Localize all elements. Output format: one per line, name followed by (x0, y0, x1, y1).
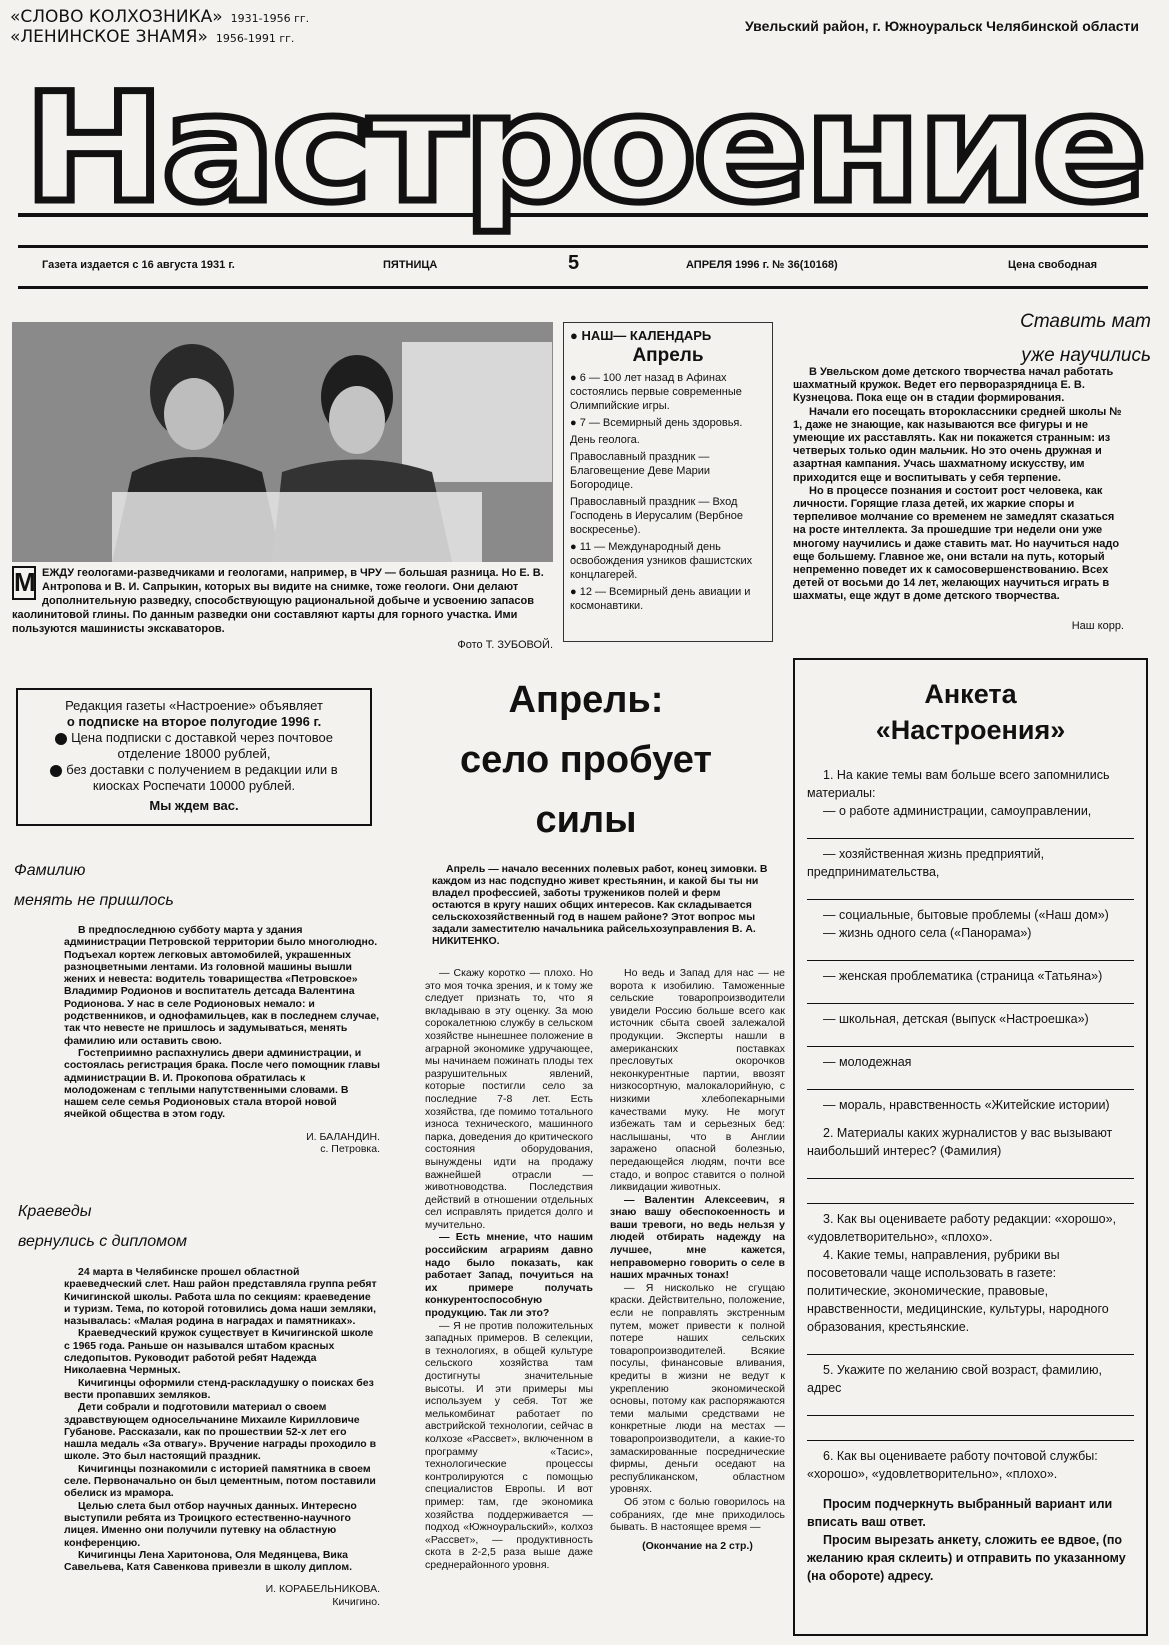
answer-line[interactable] (807, 1422, 1134, 1441)
prev-title-2: «ЛЕНИНСКОЕ ЗНАМЯ» (10, 27, 208, 47)
calendar-title: ● НАШ— КАЛЕНДАРЬ (570, 328, 712, 343)
survey-option: — о работе администрации, самоуправлении, (823, 804, 1092, 818)
previous-titles (10, 8, 309, 48)
masthead-text: Настроение (23, 62, 1143, 236)
kicker-line: Краеведы (18, 1203, 92, 1220)
calendar-item: Православный праздник — Благовещение Деве Марии Богородице. (570, 451, 711, 491)
survey-option: — социальные, бытовые проблемы («Наш дом») (823, 908, 1109, 922)
paragraph: — Я не против положительных западных примеров. В селекции, в технологиях, в общей культуре сельского хозяйства там достигнуты значительные высоты. И эти примеры мы используем у себя. Тот же мелькомбинат работает по австрийской технологии, сейчас в колхозе «Рассвет», включенном в программу «Тасис», технологические процессы контролируются с помощью специалистов Европы. И вот пример: там, где экономика хозяйства поддерживается — подход «Южноуральский», колхоз «Рассвет», — продуктивность скота в 2-2,5 раза выше даже среднерайонного уровня. (425, 1319, 593, 1571)
prev-years-2: 1956-1991 гг. (215, 32, 295, 45)
survey-option: — мораль, нравственность «Житейские истории) (823, 1098, 1110, 1112)
answer-line[interactable] (807, 1160, 1134, 1179)
paragraph: Кичигинцы познакомили с историей памятника в своем селе. Первоначально он был цементным, потом поставили обелиск из мрамора. (64, 1462, 376, 1500)
paragraph: Целью слета был отбор научных данных. Интересно выступили ребята из Троицкого естественно-научного лицея. Именно они получили путевку на областную конференцию. (64, 1499, 357, 1549)
author-signature: И. КОРАБЕЛЬНИКОВА. (265, 1583, 380, 1596)
paragraph: 24 марта в Челябинске прошел областной краеведческий слет. Наш район представляла группа ребят Кичигинской школы. Работа шла по секциям: краеведение и туризм. Тема, по которой готовились дома наши земляки, называлась: «Малая родина в наградах и памятниках». (64, 1266, 377, 1328)
kicker-line: менять не пришлось (14, 892, 174, 909)
main-column-2 (610, 967, 785, 1552)
answer-line[interactable] (807, 1397, 1134, 1416)
main-headline (392, 670, 780, 850)
survey-subtitle: «Настроения» (875, 715, 1066, 745)
dropcap: М (12, 566, 36, 600)
paragraph: Об этом с болью говорилось на собраниях, где мне приходилось бывать. В настоящее время — (610, 1495, 785, 1534)
issue-date-number: АПРЕЛЯ 1996 г. № 36(10168) (686, 259, 838, 271)
answer-line[interactable] (807, 985, 1134, 1004)
familiya-article (64, 924, 380, 1155)
main-column-1 (425, 967, 593, 1572)
paragraph: Кичигинцы Лена Харитонова, Оля Медянцева, Вика Савельева, Катя Савенкова привезли в школу диплом. (64, 1548, 353, 1574)
survey-instruction: Просим вырезать анкету, сложить ее вдвое, (по желанию края склеить) и отправить по указанному (на обороте) адресу. (807, 1533, 1126, 1583)
calendar-item: ● 7 — Всемирный день здоровья. (570, 417, 743, 429)
paragraph: Гостеприимно распахнулись двери администрации, и состоялась регистрация брака. После чего помощник главы администрации В. И. Прокопова обратилась к молодоженам с теплыми напутственными словами. В нашем селе семья Родионовых стала второй новой ячейкой общества в этом году. (64, 1046, 381, 1121)
survey-option: — женская проблематика (страница «Татьяна») (823, 969, 1103, 983)
chess-article (793, 366, 1123, 604)
answer-line[interactable] (807, 1336, 1134, 1355)
founded-note: Газета издается с 16 августа 1931 г. (42, 259, 235, 271)
caption-text: ЕЖДУ геологами-разведчиками и геологами, например, в ЧРУ — большая разница. Но Е. В. Антропова и В. И. Сапрыкин, которых вы видите на снимке, тоже геологи. Они делают дополнительную разведку, способствующую рациональной добыче и усвоению запасов каолинитовой глины. По данным разведки они составляют карты для горного участка. Ими пользуются машинисты экскаваторов. (12, 567, 544, 635)
author-place: Кичигино. (332, 1595, 380, 1608)
answer-line[interactable] (807, 881, 1134, 900)
headline-line: силы (535, 799, 637, 841)
chess-signature: Наш корр. (1071, 620, 1124, 632)
calendar-month: Апрель (632, 345, 704, 366)
kicker-line: вернулись с дипломом (18, 1233, 187, 1250)
survey-question: 3. Как вы оцениваете работу редакции: «хорошо», «удовлетворительно», «плохо». (807, 1212, 1117, 1244)
subs-line: Мы ждем вас. (149, 798, 239, 813)
chess-headline-1: Ставить мат (1020, 311, 1151, 332)
author-signature: И. БАЛАНДИН. (306, 1130, 380, 1143)
masthead-logo (18, 50, 1148, 240)
chess-headline-2: уже научились (1021, 345, 1151, 366)
kraevedy-article (64, 1266, 380, 1608)
paragraph: Начали его посещать второклассники средней школы № 1, даже не знающие, как называются все фигуры и не умеющие их расставлять. Как ни покажется странным: из четверых только один мальчик. Но это очень дружная и азартная кампания. Учась шахматному искусству, им приходится еще и воспитывать у себя терпение. (793, 405, 1122, 484)
familiya-headline (14, 856, 174, 916)
survey-option: — жизнь одного села («Панорама») (823, 926, 1032, 940)
answer-line[interactable] (807, 1185, 1134, 1204)
calendar-item: ● 6 — 100 лет назад в Афинах состоялись первые современные Олимпийские игры. (570, 372, 742, 412)
geologists-photo (12, 322, 553, 562)
paragraph: — Я нисколько не сгущаю краски. Действительно, положение, если не поправлять экстренным путем, может привести к полной потере наших сельских товаропроизводителей. Всякие посулы, финансовые вливания, кредиты в жизни не ведут к укреплению экономической основы, потому как распоряжаются теми малыми средствами не конкретные люди на местах — товаропроизводители, а какие-то замаскированные посреднические фирмы, деньги оседают на республиканском, областном уровнях. (610, 1281, 785, 1496)
weekday: ПЯТНИЦА (383, 259, 438, 271)
survey-question: 2. Материалы каких журналистов у вас вызывают наибольший интерес? (Фамилия) (807, 1126, 1113, 1158)
headline-line: Апрель: (508, 679, 664, 721)
paragraph: — Валентин Алексеевич, я знаю вашу обеспокоенность и ваши тревоги, но ведь нельзя у людей отбирать надежду на лучшее, мне кажется, неправомерно говорить о селе в наших мрачных тонах! (610, 1193, 785, 1282)
paragraph: Кичигинцы оформили стенд-раскладушку о поисках без вести пропавших земляков. (64, 1376, 374, 1401)
paragraph: В Увельском доме детского творчества начал работать шахматный кружок. Ведет его перворазрядница Е. В. Кузнецова. Пока еще он в стадии формирования. (793, 366, 1114, 405)
calendar-item: Православный праздник — Вход Господень в Иерусалим (Вербное воскресенье). (570, 496, 744, 536)
subs-line: о подписке на второе полугодие 1996 г. (66, 714, 322, 729)
author-place: с. Петровка. (320, 1143, 380, 1156)
kicker-line: Фамилию (14, 862, 86, 879)
survey-question: 4. Какие темы, направления, рубрики вы посоветовали чаще использовать в газете: политические, экономические, правовые, нравственности, медицинские, культуры, народного образования, крестьянские. (807, 1248, 1109, 1334)
paragraph: Но ведь и Запад для нас — не ворота к изобилию. Таможенные сельские товаропроизводители увидели Россию больше всего как источник сбыта своей залежалой продукции. Эксперты нашли в американских поставках пресловутых окорочков неконкурентные партии, ввозят низкосортную, малокалорийную, с низкими хлебопекарными качествами муку. Не могут избежать там и серьезных бед: наслышаны, что в Англии заражено опасной болезнью, передающейся людям, почти все стадо, и вопрос ставится о полной ликвидации животных. (610, 967, 785, 1194)
survey-option: — школьная, детская (выпуск «Настроешка») (823, 1012, 1089, 1026)
subs-line: Редакция газеты «Настроение» объявляет (65, 698, 323, 713)
survey-instruction: Просим подчеркнуть выбранный вариант или вписать ваш ответ. (807, 1497, 1113, 1529)
survey-question: 6. Как вы оцениваете работу почтовой службы: «хорошо», «удовлетворительно», «плохо». (807, 1449, 1098, 1481)
photo-caption (12, 566, 553, 652)
survey-question: 1. На какие темы вам больше всего запомнились материалы: (807, 768, 1110, 800)
survey-option: — молодежная (823, 1055, 912, 1069)
paragraph: — Скажу коротко — плохо. Но это моя точка зрения, и к тому же следует признать то, что я вкладываю в эту оценку. За мою сорокалетнюю службу в сельском хозяйстве нынешнее положение в аграрной экономике удручающее, мы начинаем пожинать плоды тех разрушительных явлений, которые постигли село за последние 7-8 лет. Есть хозяйства, где помимо тотального износа технического, машинного парка, доведения до критического состояния оборудования, вынуждены идти на продажу важнейшей отрасли — животноводства. Последствия действий в отношении отдельных сел исправлять придется долго и мучительно. (425, 967, 593, 1231)
subs-line: без доставки с получением в редакции или в киосках Роспечати 10000 рублей. (66, 762, 338, 793)
calendar-box (563, 322, 773, 642)
region-line: Увельский район, г. Южноуральск Челябинской области (744, 18, 1139, 34)
calendar-item: ● 11 — Международный день освобождения узников фашистских концлагерей. (570, 541, 753, 581)
prev-years-1: 1931-1956 гг. (230, 12, 310, 25)
photo-credit: Фото Т. ЗУБОВОЙ. (457, 639, 553, 651)
paragraph: В предпоследнюю субботу марта у здания администрации Петровской территории было многолюдно. Подъехал кортеж легковых автомобилей, украшенных разноцветными лентами. Из головной машины вышли жених и невеста: водитель товарищества «Петровское» Владимир Родионов и воспитатель детсада Валентина Родионова. У нас в селе Родионовых немало: и родственников, и однофамильцев, как в последнем случае, так что невесте не пришлось и задумываться, менять фамилию или оставить свою. (64, 924, 380, 1047)
price-note: Цена свободная (1008, 259, 1098, 271)
bullet-icon (50, 765, 62, 777)
paragraph: Краеведческий кружок существует в Кичигинской школе с 1965 года. Раньше он назывался штабом красных следопытов. Руководит работой ребят Надежда Николаевна Чермных. (64, 1327, 374, 1377)
paragraph: — Есть мнение, что нашим российским аграриям давно надо было показать, как работает Запад, почуиться на их примере получать конкурентоспособную продукцию. Так ли это? (425, 1231, 593, 1320)
kraevedy-headline (18, 1197, 187, 1257)
headline-line: село пробует (460, 739, 712, 781)
answer-line[interactable] (807, 820, 1134, 839)
bullet-icon (55, 733, 67, 745)
paragraph: Но в процессе познания и состоит рост человека, как личности. Горящие глаза детей, их жаркие споры и терпеливое молчание со временем не замедлят сказаться на росте интеллекта. За прошедшие три недели они уже многому научились и даже ставить мат. Но научиться надо еще большему. Главное же, они встали на путь, который непременно поведет их к самосовершенствованию. Всех детей от восьми до 14 лет, желающих научиться играть в шахматы, еще ждут в доме детского творчества. (793, 484, 1120, 603)
chess-headline (1020, 305, 1151, 373)
calendar-item: День геолога. (570, 434, 640, 446)
survey-option: — хозяйственная жизнь предприятий, предпринимательства, (807, 847, 1045, 879)
survey-question: 5. Укажите по желанию свой возраст, фамилию, адрес (807, 1363, 1102, 1395)
subs-line: Цена подписки с доставкой через почтовое отделение 18000 рублей, (71, 730, 333, 761)
answer-line[interactable] (807, 1071, 1134, 1090)
survey-title: Анкета (924, 679, 1017, 709)
answer-line[interactable] (807, 942, 1134, 961)
survey-box (793, 658, 1148, 1636)
paragraph: Дети собрали и подготовили материал о своем здравствующем односельчанине Михаиле Кирилловиче Губанове. Рассказали, как по прошествии 52-х лет его нашла медаль «За отвагу». Вручение награды проходило в школе. Это был настоящий праздник. (64, 1401, 377, 1463)
prev-title-1: «СЛОВО КОЛХОЗНИКА» (10, 7, 223, 27)
answer-line[interactable] (807, 1028, 1134, 1047)
main-intro: Апрель — начало весенних полевых работ, конец зимовки. В каждом из нас подспудно живет крестьянин, и какой бы ты ни владел профессией, заботы тружеников полей и ферм остаются в кругу наших общих интересов. Как складывается сельскохозяйственный год в нашем районе? Этот вопрос мы задали заместителю начальника райсельхозуправления В. А. НИКИТЕНКО. (432, 863, 768, 947)
issue-day: 5 (568, 252, 580, 274)
continued-note: (Окончание на 2 стр.) (642, 1539, 753, 1552)
calendar-item: ● 12 — Всемирный день авиации и космонавтики. (570, 586, 751, 612)
info-bar (18, 245, 1148, 289)
subscription-box (16, 688, 372, 826)
